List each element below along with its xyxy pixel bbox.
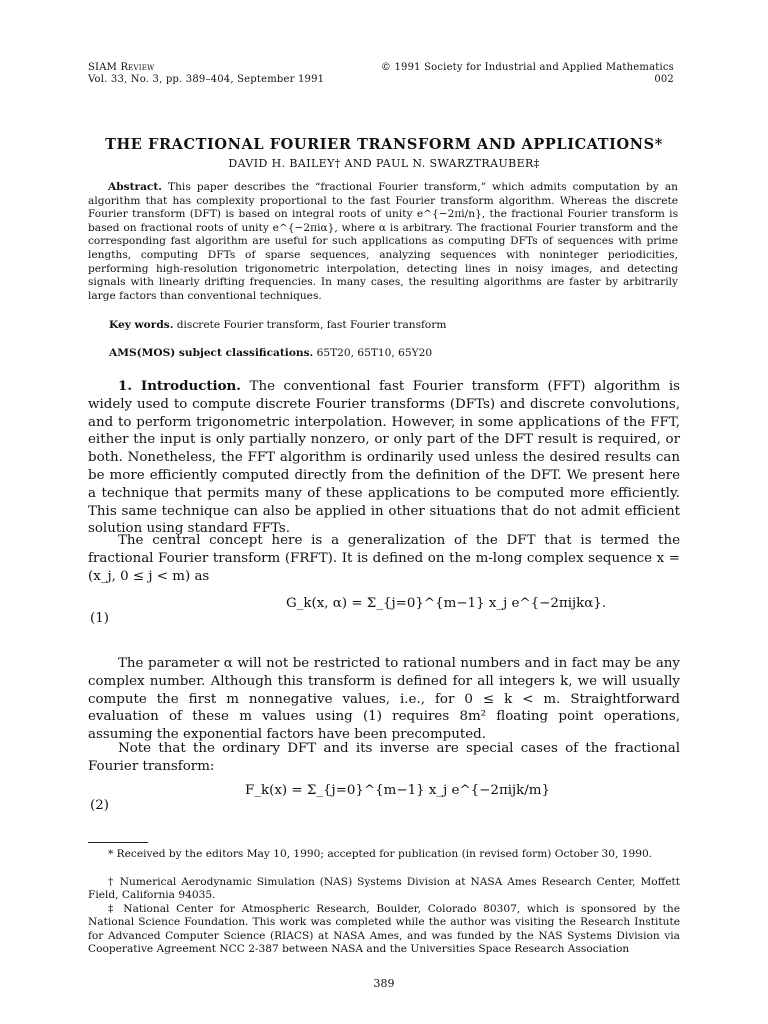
equation-2 bbox=[245, 783, 550, 798]
ams-classifications bbox=[109, 347, 679, 360]
volume-line: Vol. 33, No. 3, pp. 389–404, September 1991 bbox=[88, 74, 325, 85]
journal-name: SIAM Review bbox=[88, 62, 155, 73]
intro-paragraph-3: The parameter α will not be restricted to rational numbers and in fact may be any complex number. Although this transform is defined for all integers k, we will usually compute the first m nonnegative values, i.e., for 0 ≤ k < m. Straightforward evaluation of these m values using (1) requires 8m² floating point operations, assuming the exponential factors have been precomputed. bbox=[88, 656, 680, 743]
copyright-header bbox=[381, 62, 674, 86]
footnote-rule bbox=[88, 842, 148, 843]
equation-1-text: G_k(x, α) = Σ_{j=0}^{m−1} x_j e^{−2πijkα}. bbox=[286, 596, 607, 611]
intro-paragraph-1 bbox=[88, 378, 680, 538]
intro-paragraph-4: Note that the ordinary DFT and its inverse are special cases of the fractional Fourier transform: bbox=[88, 741, 680, 774]
paper-title: THE FRACTIONAL FOURIER TRANSFORM AND APPLICATIONS* bbox=[105, 136, 663, 153]
footnote-ncar: ‡ National Center for Atmospheric Research, Boulder, Colorado 80307, which is sponsored by the National Science Foundation. This work was completed while the author was visiting the Research Institute for Advanced Computer Science (RIACS) at NASA Ames, and was funded by the NAS Systems Division via Cooperative Agreement NCC 2-387 between NASA and the Universities Space Research Association bbox=[88, 903, 680, 956]
ams-text: 65T20, 65T10, 65Y20 bbox=[316, 347, 433, 359]
footnote-nas: † Numerical Aerodynamic Simulation (NAS) Systems Division at NASA Ames Research Center, Moffett Field, California 94035. bbox=[88, 876, 680, 902]
copyright-line: © 1991 Society for Industrial and Applied Mathematics bbox=[380, 62, 674, 73]
section-heading: 1. Introduction. bbox=[118, 378, 241, 394]
ams-label: AMS(MOS) subject classifications. bbox=[109, 347, 314, 359]
equation-1 bbox=[286, 596, 606, 611]
paper-authors: DAVID H. BAILEY† AND PAUL N. SWARZTRAUBER‡ bbox=[228, 157, 540, 170]
abstract bbox=[88, 181, 678, 303]
keywords bbox=[109, 319, 679, 332]
equation-2-text: F_k(x) = Σ_{j=0}^{m−1} x_j e^{−2πijk/m} bbox=[245, 783, 551, 798]
keywords-text: discrete Fourier transform, fast Fourier transform bbox=[176, 319, 447, 331]
keywords-label: Key words. bbox=[109, 319, 174, 331]
equation-2-number: (2) bbox=[90, 798, 109, 813]
intro-paragraph-2: The central concept here is a generalization of the DFT that is termed the fractional Fourier transform (FRFT). It is defined on the m-long complex sequence x = (x_j, 0 ≤ j < m) as bbox=[88, 533, 680, 584]
abstract-text: This paper describes the “fractional Fourier transform,” which admits computation by an algorithm that has complexity proportional to the fast Fourier transform algorithm. Whereas the discrete Fourier transform (DFT) is based on integral roots of unity e^{−2πi/n}, the fractional Fourier transform is based on fractional roots of unity e^{−2πiα}, where α is arbitrary. The fractional Fourier transform and the corresponding fast algorithm are useful for such applications as computing DFTs of sequences with prime lengths, computing DFTs of sparse sequences, analyzing sequences with noninteger periodicities, performing high-resolution trigonometric interpolation, detecting lines in noisy images, and detecting signals with linearly drifting frequencies. In many cases, the resulting algorithms are faster by arbitrarily large factors than conventional techniques. bbox=[88, 181, 678, 302]
footnote-received: * Received by the editors May 10, 1990; accepted for publication (in revised form) October 30, 1990. bbox=[108, 848, 653, 860]
intro-p1-text: The conventional fast Fourier transform (FFT) algorithm is widely used to compute discrete Fourier transforms (DFTs) and discrete convolutions, and to perform trigonometric interpolation. However, in some applications of the FFT, either the input is only partially nonzero, or only part of the DFT result is required, or both. Nonetheless, the FFT algorithm is ordinarily used unless the desired results can be more efficiently computed directly from the definition of the DFT. We present here a technique that permits many of these applications to be computed more efficiently. This same technique can also be applied in other situations that do not admit efficient solution using standard FFTs. bbox=[88, 379, 681, 537]
journal-header bbox=[88, 62, 324, 86]
page-number: 389 bbox=[373, 977, 395, 990]
article-number: 002 bbox=[654, 74, 674, 85]
abstract-label: Abstract. bbox=[108, 181, 162, 193]
equation-1-number: (1) bbox=[90, 611, 109, 626]
